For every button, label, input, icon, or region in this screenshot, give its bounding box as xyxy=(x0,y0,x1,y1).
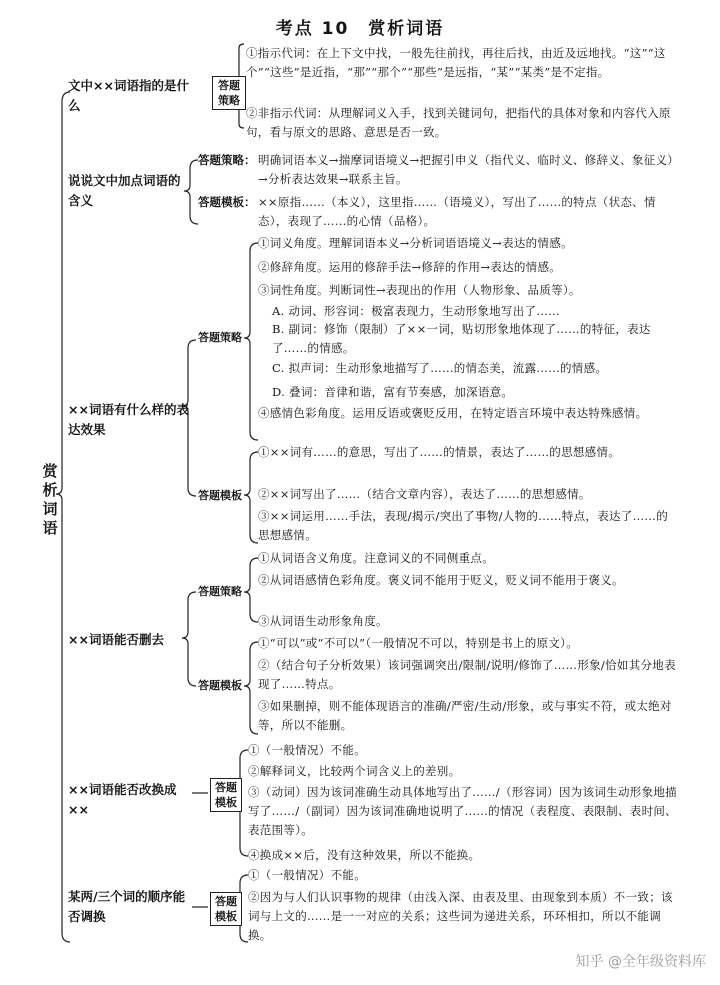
section-label-referent: 文中××词语指的是什么 xyxy=(68,78,189,113)
section-label-order: 某两/三个词的顺序能否调换 xyxy=(68,889,186,924)
answer-template-box: 答题模板 xyxy=(210,892,242,926)
list-item: ①（一般情况）不能。 xyxy=(248,868,366,882)
list-item: ②因为与人们认识事物的规律（由浅入深、由表及里、由现象到本质）不一致；该词与上文的……是一一对应的关系；这些词为递进关系，环环相扣，所以不能调换。 xyxy=(248,890,673,942)
answer-strategy-box: 答题策略 xyxy=(212,76,246,110)
list-item: ②非指示代词：从理解词义入手，找到关键词句，把指代的具体对象和内容代入原句，看与原文的思路、意思是否一致。 xyxy=(246,106,671,139)
section-label-replace: ××词语能否改换成×× xyxy=(68,782,177,817)
answer-strategy-box: 答题策略 xyxy=(198,331,242,344)
list-item: ①指示代词：在上下文中找，一般先往前找，再往后找，由近及远地找。“这”“这个”“这些”是近指，“那”“那个”“那些”是远指，“某”“某类”是不定指。 xyxy=(246,46,666,79)
answer-template-box: 答题模板 xyxy=(210,778,242,812)
watermark: 知乎 @全年级资料库 xyxy=(575,954,706,970)
list-item: ②（结合句子分析效果）该词强调突出/限制/说明/修饰了……形象/恰如其分地表现了……特点。 xyxy=(258,658,676,691)
list-item: D. 叠词：音律和谐，富有节奏感，加深语意。 xyxy=(272,385,514,399)
section-label-effect: ××词语有什么样的表达效果 xyxy=(68,402,189,437)
root-topic-label: 赏析词语 xyxy=(42,462,58,537)
list-item: ④感情色彩角度。运用反语或褒贬反用，在特定语言环境中表达特殊感情。 xyxy=(258,406,648,420)
list-item: B. 副词：修饰（限制）了××一词，贴切形象地体现了……的特征，表达了……的情感。 xyxy=(272,322,651,355)
list-item: ③××词运用……手法，表现/揭示/突出了事物/人物的……特点，表达了……的思想感情。 xyxy=(258,509,668,542)
list-item: ③（动词）因为该词准确生动具体地写出了……/（形容词）因为该词生动形象地描写了……/（副词）因为该词准确地说明了……的情况（表程度、表限制、表时间、表范围等）。 xyxy=(248,785,677,837)
answer-strategy-label: 答题策略： xyxy=(198,153,256,167)
list-item: ②修辞角度。运用的修辞手法→修辞的作用→表达的情感。 xyxy=(258,260,562,274)
list-item: ①××词有……的意思，写出了……的情景，表达了……的思想感情。 xyxy=(258,445,621,459)
list-item: A. 动词、形容词：极富表现力，生动形象地写出了…… xyxy=(272,304,560,318)
list-item: ③从词语生动形象角度。 xyxy=(258,614,388,628)
section-label-delete: ××词语能否删去 xyxy=(68,632,164,647)
list-item: ②××词写出了……（结合文章内容），表达了……的思想感情。 xyxy=(258,487,591,501)
list-item: ××原指……（本义），这里指……（语境义），写出了……的特点（状态、情态），表现了……的心情（品格）。 xyxy=(258,195,656,228)
list-item: C. 拟声词：生动形象地描写了……的情态美，流露……的情感。 xyxy=(272,361,608,375)
answer-strategy-box: 答题策略 xyxy=(198,585,242,598)
list-item: ①“可以”或“不可以”（一般情况不可以，特别是书上的原文）。 xyxy=(258,636,579,650)
page-title: 考点 10 赏析词语 xyxy=(275,19,445,39)
answer-template-box: 答题模板 xyxy=(198,489,242,502)
answer-template-box: 答题模板 xyxy=(198,679,242,692)
list-item: ③如果删掉，则不能体现语言的准确/严密/生动/形象，或与事实不符，或太绝对等，所以不能删。 xyxy=(258,699,672,732)
list-item: ①从词语含义角度。注意词义的不同侧重点。 xyxy=(258,551,494,565)
list-item: ①词义角度。理解词语本义→分析词语语境义→表达的情感。 xyxy=(258,236,573,250)
list-item: ④换成××后，没有这种效果，所以不能换。 xyxy=(248,848,481,862)
answer-template-label: 答题模板： xyxy=(198,195,256,209)
list-item: ③词性角度。判断词性→表现出的作用（人物形象、品质等）。 xyxy=(258,283,581,297)
list-item: ①（一般情况）不能。 xyxy=(248,743,366,757)
list-item: ②从词语感情色彩角度。褒义词不能用于贬义，贬义词不能用于褒义。 xyxy=(258,573,624,587)
list-item: 明确词语本义→揣摩词语境义→把握引申义（指代义、临时义、修辞义、象征义）→分析表达效果→联系主旨。 xyxy=(258,153,674,186)
list-item: ②解释词义，比较两个词含义上的差别。 xyxy=(248,764,461,778)
section-label-meaning: 说说文中加点词语的含义 xyxy=(68,173,181,208)
